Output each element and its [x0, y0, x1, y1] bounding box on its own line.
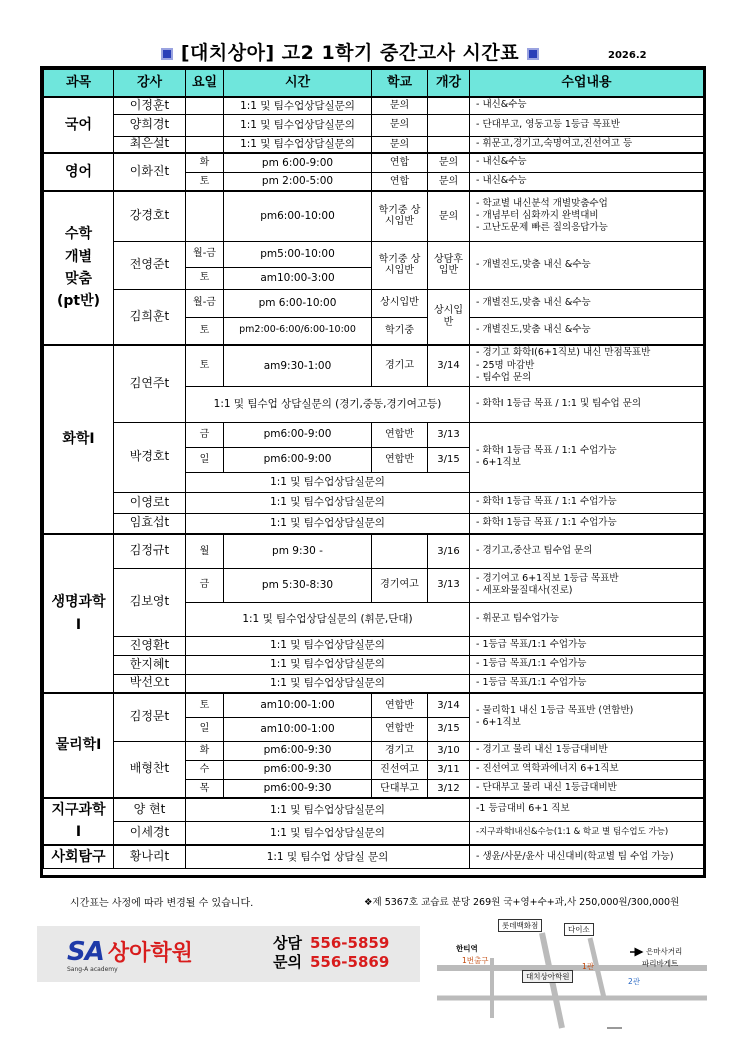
- content: - 생윤/사문/윤사 내신대비(학교별 팀 수업 가능): [470, 845, 704, 869]
- day: [186, 97, 224, 114]
- content: - 단대부고 물리 내신 1등급대비반: [470, 779, 704, 798]
- start: 3/15: [428, 717, 470, 741]
- time: pm6:00-9:30: [224, 779, 372, 798]
- school: 학기중 상시입반: [372, 191, 428, 241]
- contact-info: [273, 934, 389, 972]
- school: 연합반: [372, 693, 428, 717]
- teacher: 김정규t: [114, 534, 186, 568]
- time: pm 6:00-9:00: [224, 153, 372, 172]
- header-subject: 과목: [44, 70, 114, 98]
- table-row: [44, 289, 704, 317]
- start: 3/11: [428, 760, 470, 779]
- school: 학기중 상시입반: [372, 241, 428, 289]
- content: - 물리학1 내신 1등급 목표반 (연합반) - 6+1직보: [470, 693, 704, 741]
- content: - 화학Ⅰ 1등급 목표 / 1:1 및 팀수업 문의: [470, 386, 704, 422]
- time: 1:1 및 팀수업상담실문의: [186, 472, 470, 492]
- map-hanti-station: 한티역: [456, 944, 478, 953]
- start: 문의: [428, 172, 470, 191]
- day: 월-금: [186, 289, 224, 317]
- content: - 개별진도,맞춤 내신 &수능: [470, 289, 704, 317]
- logo-sa: SA: [67, 937, 104, 967]
- time: am9:30-1:00: [224, 345, 372, 386]
- content: - 내신&수능: [470, 153, 704, 172]
- school: 연합반: [372, 447, 428, 472]
- table-row: [44, 636, 704, 655]
- table-row: [44, 655, 704, 674]
- school: [372, 534, 428, 568]
- school: 문의: [372, 136, 428, 153]
- header-time: 시간: [224, 70, 372, 98]
- content: - 단대부고, 영동고등 1등급 목표반: [470, 114, 704, 136]
- time: pm5:00-10:00: [224, 241, 372, 267]
- content: - 1등급 목표/1:1 수업가능: [470, 655, 704, 674]
- content: - 1등급 목표/1:1 수업가능: [470, 674, 704, 693]
- content: - 휘문고 팀수업가능: [470, 602, 704, 636]
- time: pm6:00-10:00: [224, 191, 372, 241]
- header-teacher: 강사: [114, 70, 186, 98]
- day: 토: [186, 172, 224, 191]
- time: pm6:00-9:30: [224, 760, 372, 779]
- time: 1:1 및 팀수업상담실문의: [224, 136, 372, 153]
- subject-physics: 물리학Ⅰ: [44, 693, 114, 798]
- header-school: 학교: [372, 70, 428, 98]
- table-row: [44, 97, 704, 114]
- table-row: [44, 513, 704, 534]
- day: [186, 114, 224, 136]
- day: 월-금: [186, 241, 224, 267]
- time: 1:1 및 팀수업상담실문의: [186, 798, 470, 821]
- time: pm6:00-9:00: [224, 447, 372, 472]
- schedule-change-note: 시간표는 사정에 따라 변경될 수 있습니다.: [70, 898, 254, 909]
- table-row: [44, 741, 704, 760]
- teacher: 임효섭t: [114, 513, 186, 534]
- subject-chemistry: 화학Ⅰ: [44, 345, 114, 534]
- teacher: 배형찬t: [114, 741, 186, 798]
- teacher: 김보영t: [114, 568, 186, 636]
- teacher: 양희경t: [114, 114, 186, 136]
- content: -지구과학Ⅰ내신&수능(1:1 & 학교 별 팀수업도 가능): [470, 821, 704, 844]
- school: 학기중: [372, 317, 428, 345]
- map-academy: 대치상아학원: [522, 970, 573, 983]
- table-row: [44, 821, 704, 844]
- subject-math: 수학 개별 맞춤 (pt반): [44, 191, 114, 345]
- content: - 경기여고 6+1직보 1등급 목표반 - 세포와물질대사(진로): [470, 568, 704, 602]
- time: 1:1 및 팀수업 상담실문의 (경기,중동,경기여고등): [186, 386, 470, 422]
- teacher: 황나리t: [114, 845, 186, 869]
- school: 연합반: [372, 717, 428, 741]
- content: - 휘문고,경기고,숙명여고,진선여고 등: [470, 136, 704, 153]
- map-exit-1: 1번출구: [462, 956, 489, 965]
- day: 일: [186, 447, 224, 472]
- table-row: [44, 153, 704, 172]
- time: 1:1 및 팀수업상담실문의: [186, 513, 470, 534]
- subject-biology: 생명과학 Ⅰ: [44, 534, 114, 693]
- start: 문의: [428, 191, 470, 241]
- square-bullet-icon: [161, 48, 173, 60]
- time: 1:1 및 팀수업상담실문의: [224, 97, 372, 114]
- content: - 경기고 화학Ⅰ(6+1직보) 내신 만점목표반 - 25명 마감반 - 팀수업 문의: [470, 345, 704, 386]
- start: 3/14: [428, 345, 470, 386]
- time: pm 6:00-10:00: [224, 289, 372, 317]
- academy-banner: [37, 926, 420, 982]
- start: 3/14: [428, 693, 470, 717]
- time: 1:1 및 팀수업상담실문의: [186, 655, 470, 674]
- start: 3/13: [428, 422, 470, 447]
- map-building-2: 2관: [628, 977, 641, 986]
- day: [186, 136, 224, 153]
- day: 월: [186, 534, 224, 568]
- school: 상시입반: [372, 289, 428, 317]
- day: 토: [186, 693, 224, 717]
- teacher: 박경호t: [114, 422, 186, 492]
- subject-english: 영어: [44, 153, 114, 191]
- teacher: 김연주t: [114, 345, 186, 422]
- teacher: 한지혜t: [114, 655, 186, 674]
- time: am10:00-1:00: [224, 693, 372, 717]
- content: -1 등급대비 6+1 직보: [470, 798, 704, 821]
- teacher: 박선오t: [114, 674, 186, 693]
- start: 3/16: [428, 534, 470, 568]
- table-row: [44, 693, 704, 717]
- page-title: [대치상아] 고2 1학기 중간고사 시간표: [110, 38, 590, 65]
- table-row: [44, 136, 704, 153]
- time: pm 2:00-5:00: [224, 172, 372, 191]
- day: 수: [186, 760, 224, 779]
- start: 상시입 반: [428, 289, 470, 345]
- day: 화: [186, 741, 224, 760]
- school: 경기고: [372, 741, 428, 760]
- table-row: [44, 845, 704, 869]
- start: 3/12: [428, 779, 470, 798]
- teacher: 이정훈t: [114, 97, 186, 114]
- start: 문의: [428, 153, 470, 172]
- content: - 진선여고 역학과에너지 6+1직보: [470, 760, 704, 779]
- content: - 학교별 내신분석 개별맞춤수업 - 개념부터 심화까지 완벽대비 - 고난도문제 빠른 질의응답가능: [470, 191, 704, 241]
- content: - 개별진도,맞춤 내신 &수능: [470, 317, 704, 345]
- school: 문의: [372, 114, 428, 136]
- inquiry-number[interactable]: 556-5869: [309, 953, 390, 971]
- content: - 내신&수능: [470, 172, 704, 191]
- teacher: 이영로t: [114, 492, 186, 513]
- content: - 화학Ⅰ 1등급 목표 / 1:1 수업가능: [470, 492, 704, 513]
- time: am10:00-3:00: [224, 267, 372, 289]
- school: 진선여고: [372, 760, 428, 779]
- time: 1:1 및 팀수업상담실문의: [224, 114, 372, 136]
- day: 금: [186, 568, 224, 602]
- day: 화: [186, 153, 224, 172]
- date-label: 2026.2: [608, 50, 647, 61]
- teacher: 이세경t: [114, 821, 186, 844]
- table-row: [44, 492, 704, 513]
- time: 1:1 및 팀수업 상담실 문의: [186, 845, 470, 869]
- start: [428, 114, 470, 136]
- subject-korean: 국어: [44, 97, 114, 153]
- day: 금: [186, 422, 224, 447]
- teacher: 최은설t: [114, 136, 186, 153]
- time: pm6:00-9:30: [224, 741, 372, 760]
- teacher: 김희훈t: [114, 289, 186, 345]
- teacher: 강경호t: [114, 191, 186, 241]
- teacher: 김정문t: [114, 693, 186, 741]
- consult-label: 상담: [273, 934, 302, 952]
- logo-subtitle: Sang-A academy: [67, 966, 118, 973]
- content: - 화학Ⅰ 1등급 목표 / 1:1 수업가능: [470, 513, 704, 534]
- schedule-frame: [40, 66, 706, 878]
- logo-name: 상아학원: [107, 941, 193, 966]
- day: 목: [186, 779, 224, 798]
- time: 1:1 및 팀수업상담실문의 (휘문,단대): [186, 602, 470, 636]
- day: 토: [186, 345, 224, 386]
- time: 1:1 및 팀수업상담실문의: [186, 492, 470, 513]
- title-row: [0, 38, 743, 66]
- header-day: 요일: [186, 70, 224, 98]
- day: 일: [186, 717, 224, 741]
- subject-social: 사회탐구: [44, 845, 114, 869]
- teacher: 양 현t: [114, 798, 186, 821]
- header-row: [44, 70, 704, 98]
- school: 연합반: [372, 422, 428, 447]
- start: 3/15: [428, 447, 470, 472]
- content: - 내신&수능: [470, 97, 704, 114]
- teacher: 전영준t: [114, 241, 186, 289]
- teacher: 이화진t: [114, 153, 186, 191]
- table-row: [44, 534, 704, 568]
- table-row: [44, 674, 704, 693]
- academy-logo: [67, 936, 193, 973]
- time: 1:1 및 팀수업상담실문의: [186, 674, 470, 693]
- content: - 개별진도,맞춤 내신 &수능: [470, 241, 704, 289]
- school: 연합: [372, 172, 428, 191]
- square-bullet-icon: [527, 48, 539, 60]
- header-start: 개강: [428, 70, 470, 98]
- subject-earth-science: 지구과학 Ⅰ: [44, 798, 114, 845]
- time: pm6:00-9:00: [224, 422, 372, 447]
- school: 문의: [372, 97, 428, 114]
- school: 단대부고: [372, 779, 428, 798]
- time: 1:1 및 팀수업상담실문의: [186, 636, 470, 655]
- start: 3/10: [428, 741, 470, 760]
- start: 상담후 입반: [428, 241, 470, 289]
- start: 3/13: [428, 568, 470, 602]
- content: - 경기고 물리 내신 1등급대비반: [470, 741, 704, 760]
- time: am10:00-1:00: [224, 717, 372, 741]
- inquiry-label: 문의: [273, 953, 302, 971]
- map-building-1: 1관: [582, 962, 595, 971]
- consult-number[interactable]: 556-5859: [309, 934, 390, 952]
- table-row: [44, 191, 704, 241]
- table-row: [44, 241, 704, 267]
- start: [428, 136, 470, 153]
- table-row: [44, 422, 704, 447]
- schedule-table: [43, 69, 704, 869]
- content: - 화학Ⅰ 1등급 목표 / 1:1 수업가능 - 6+1직보: [470, 422, 704, 492]
- tuition-note: ❖제 5367호 교습료 분당 269원 국+영+수+과,사 250,000원/300,000원: [364, 897, 680, 908]
- table-row: [44, 798, 704, 821]
- table-row: [44, 114, 704, 136]
- time: pm 5:30-8:30: [224, 568, 372, 602]
- location-map: [432, 918, 712, 1030]
- teacher: 진영환t: [114, 636, 186, 655]
- map-daiso: 다이소: [564, 923, 594, 936]
- table-row: [44, 345, 704, 386]
- map-lotte: 롯데백화점: [498, 919, 542, 932]
- day: [186, 191, 224, 241]
- school: 연합: [372, 153, 428, 172]
- content: - 1등급 목표/1:1 수업가능: [470, 636, 704, 655]
- time: pm2:00-6:00/6:00-10:00: [224, 317, 372, 345]
- header-content: 수업내용: [470, 70, 704, 98]
- day: 토: [186, 317, 224, 345]
- school: 경기여고: [372, 568, 428, 602]
- map-paris: 파리바게트: [642, 959, 679, 968]
- start: [428, 97, 470, 114]
- school: 경기고: [372, 345, 428, 386]
- time: 1:1 및 팀수업상담실문의: [186, 821, 470, 844]
- time: pm 9:30 -: [224, 534, 372, 568]
- content: - 경기고,중산고 팀수업 문의: [470, 534, 704, 568]
- day: 토: [186, 267, 224, 289]
- map-eunma: 은마사거리: [646, 947, 683, 956]
- table-row: [44, 568, 704, 602]
